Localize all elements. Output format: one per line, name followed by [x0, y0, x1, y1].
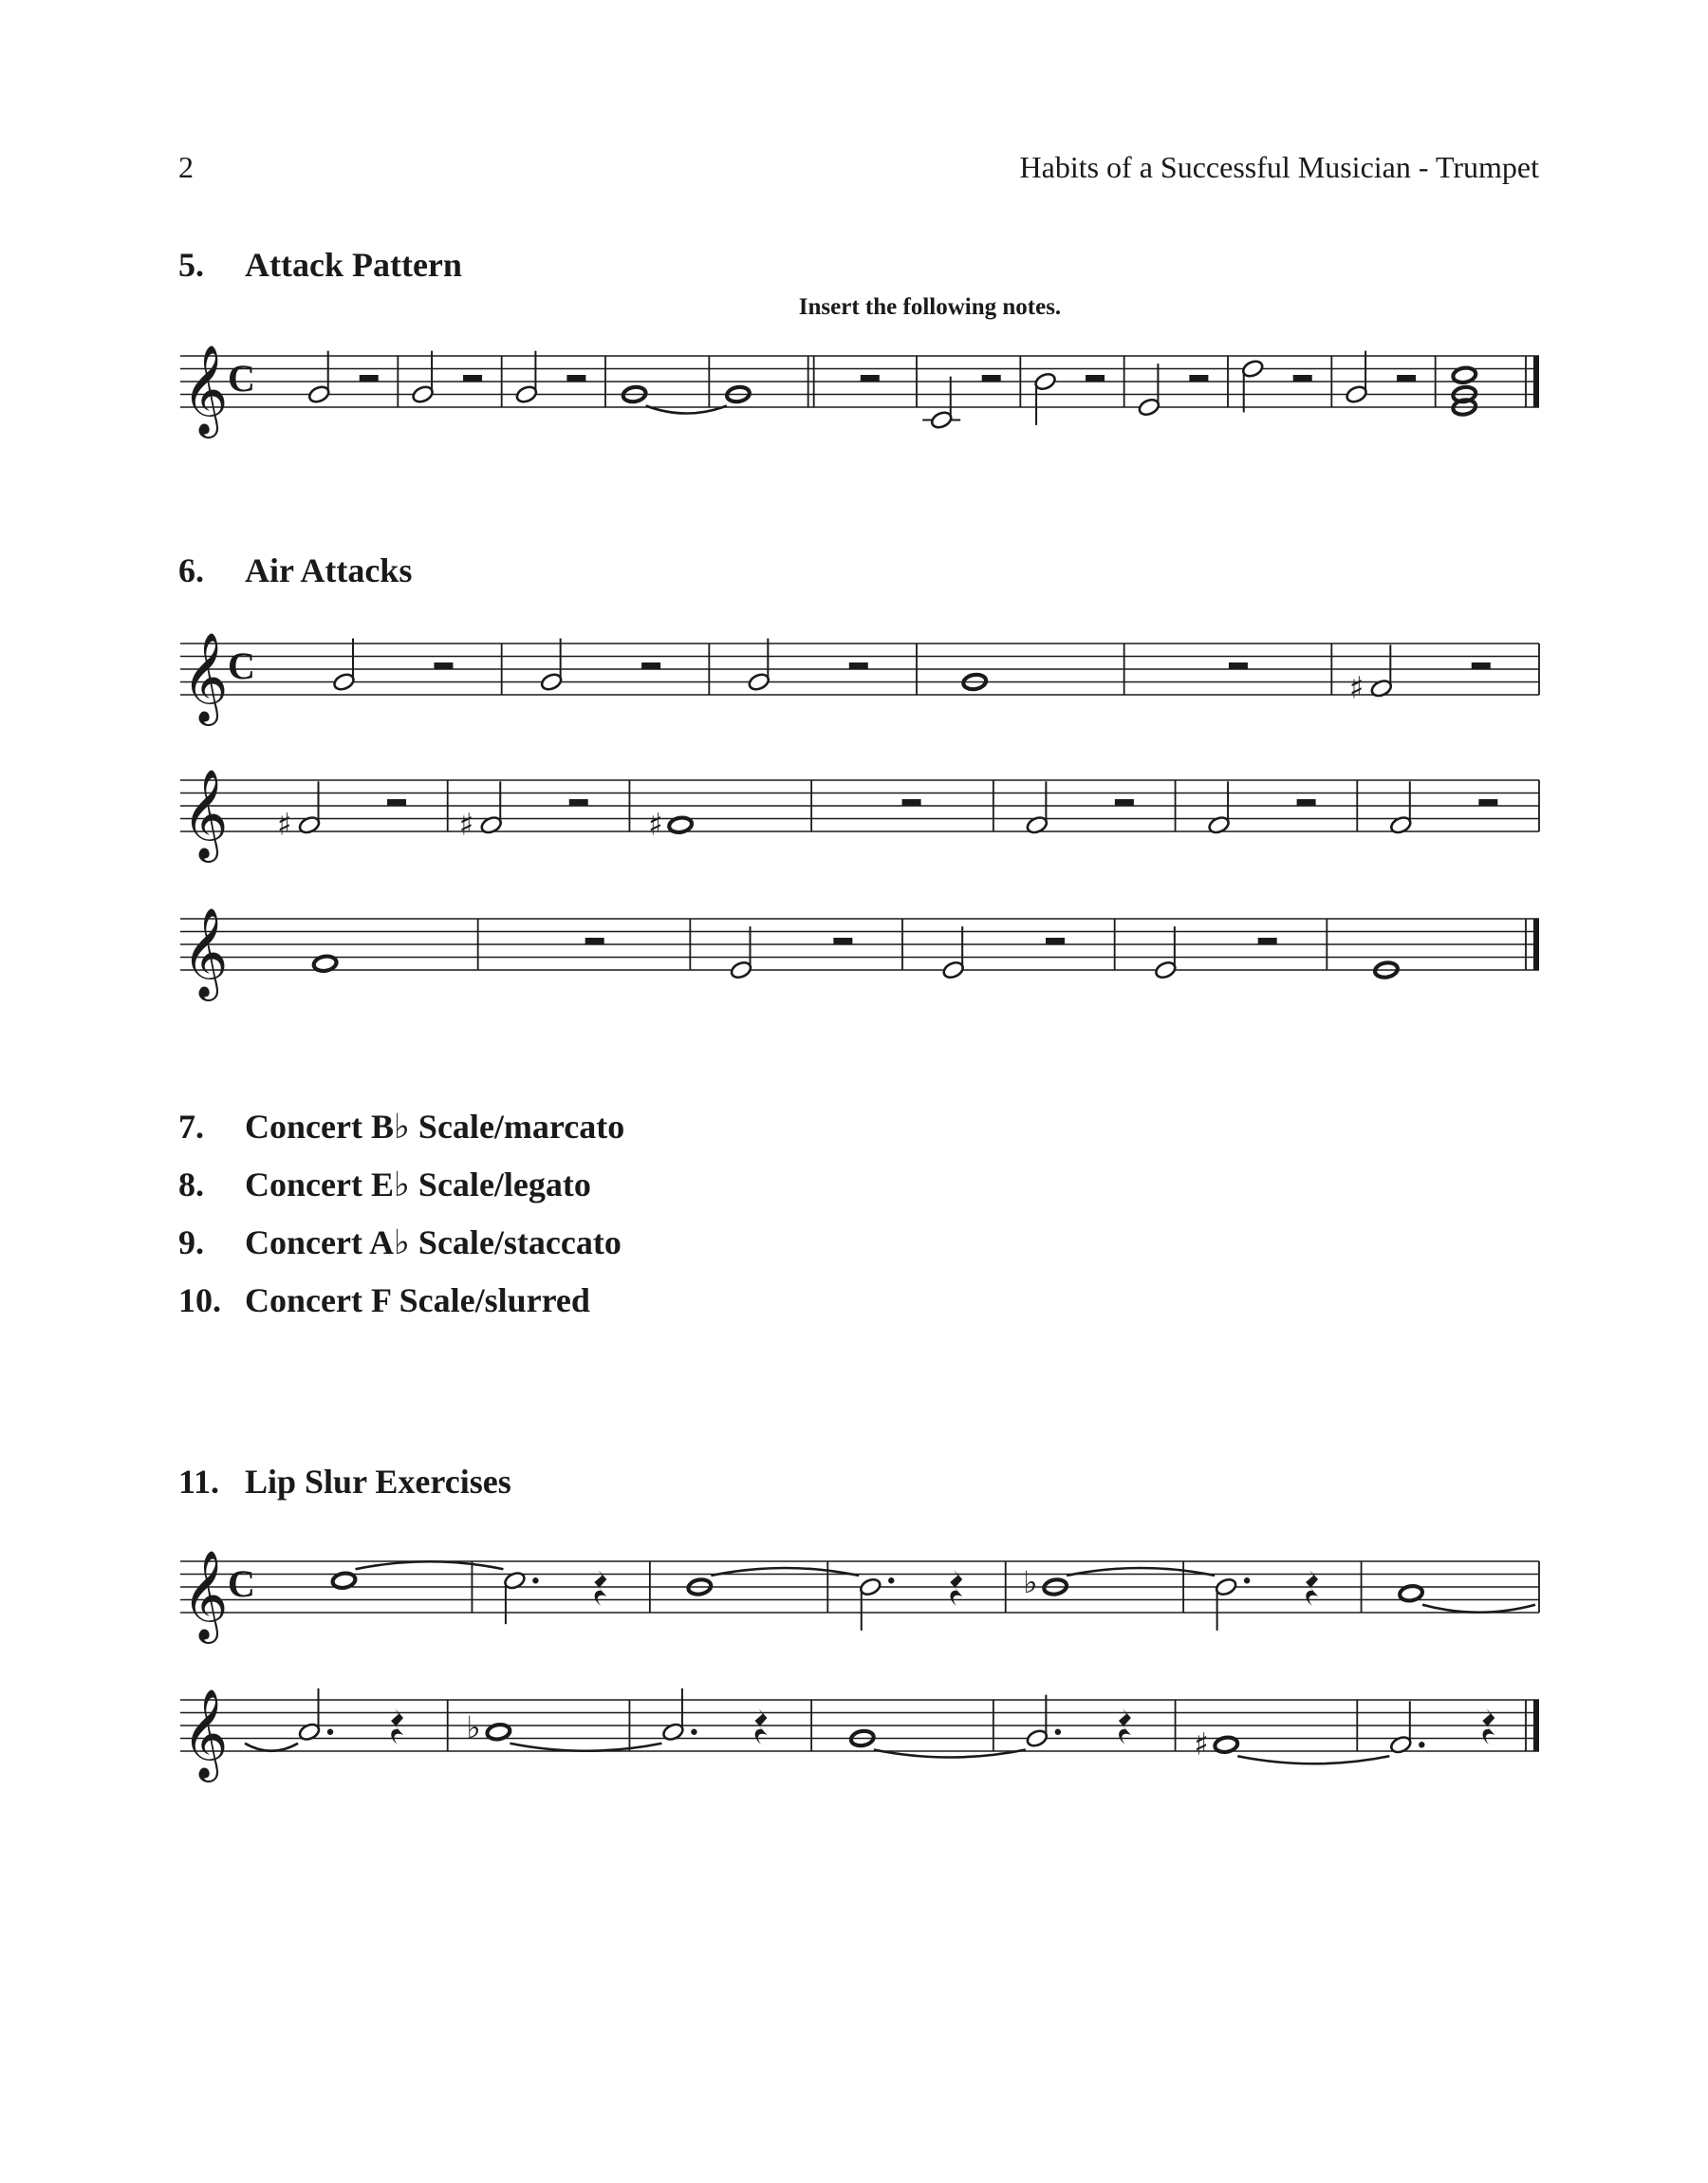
- half-rest: [1472, 662, 1491, 669]
- quarter-rest: [391, 1708, 403, 1745]
- half-rest: [861, 375, 880, 382]
- treble-clef-icon: 𝄞: [182, 345, 229, 435]
- augmentation-dot: [1244, 1577, 1250, 1583]
- treble-clef-icon: 𝄞: [182, 632, 229, 722]
- augmentation-dot: [532, 1577, 538, 1583]
- final-barline: [1533, 919, 1539, 970]
- final-barline: [1533, 1700, 1539, 1751]
- time-signature-common: C: [228, 644, 255, 687]
- flat-accidental: ♭: [1023, 1564, 1038, 1600]
- flat-accidental: ♭: [466, 1708, 481, 1745]
- half-rest: [902, 799, 921, 806]
- exercise-number: 9.: [178, 1223, 204, 1261]
- half-rest: [1115, 799, 1134, 806]
- final-barline: [1533, 356, 1539, 407]
- half-rest: [1086, 375, 1105, 382]
- quarter-rest: [1482, 1708, 1494, 1745]
- sharp-accidental: ♯: [648, 806, 663, 843]
- augmentation-dot: [1055, 1729, 1061, 1735]
- exercise-name: Concert F Scale/slurred: [245, 1281, 590, 1319]
- exercise-number: 10.: [178, 1281, 221, 1319]
- treble-clef-icon: 𝄞: [182, 769, 229, 859]
- half-rest: [1293, 375, 1312, 382]
- sharp-accidental: ♯: [1348, 669, 1365, 706]
- half-rest: [1478, 799, 1497, 806]
- quarter-rest: [950, 1570, 962, 1606]
- tie: [245, 1744, 298, 1751]
- exercise-name: Concert A♭ Scale/staccato: [245, 1223, 622, 1261]
- quarter-rest: [1119, 1708, 1131, 1745]
- half-rest: [434, 662, 453, 669]
- half-rest: [1046, 938, 1065, 944]
- time-signature-common: C: [228, 1562, 255, 1605]
- half-rest: [1229, 662, 1248, 669]
- exercise-number: 5.: [178, 246, 204, 284]
- running-head: Habits of a Successful Musician - Trumpet: [1019, 150, 1539, 184]
- exercise-name: Concert B♭ Scale/marcato: [245, 1108, 625, 1146]
- quarter-rest: [1306, 1570, 1318, 1606]
- half-rest: [360, 375, 379, 382]
- half-rest: [387, 799, 406, 806]
- half-rest: [566, 375, 585, 382]
- exercise-name: Lip Slur Exercises: [245, 1463, 511, 1501]
- page-number: 2: [178, 150, 194, 184]
- augmentation-dot: [691, 1729, 696, 1735]
- augmentation-dot: [327, 1729, 333, 1735]
- sharp-accidental: ♯: [458, 806, 474, 843]
- half-rest: [849, 662, 868, 669]
- exercise-name: Concert E♭ Scale/legato: [245, 1166, 591, 1203]
- time-signature-common: C: [228, 357, 255, 400]
- exercise-number: 8.: [178, 1166, 204, 1203]
- exercise-number: 11.: [178, 1463, 220, 1501]
- treble-clef-icon: 𝄞: [182, 1689, 229, 1779]
- half-rest: [833, 938, 852, 944]
- half-rest: [641, 662, 660, 669]
- exercise-number: 7.: [178, 1108, 204, 1146]
- sharp-accidental: ♯: [277, 806, 292, 843]
- half-rest: [463, 375, 482, 382]
- quarter-rest: [754, 1708, 767, 1745]
- augmentation-dot: [888, 1577, 894, 1583]
- exercise-name: Attack Pattern: [245, 246, 462, 284]
- half-rest: [569, 799, 588, 806]
- half-rest: [1189, 375, 1208, 382]
- tie: [1422, 1605, 1535, 1613]
- half-rest: [585, 938, 604, 944]
- treble-clef-icon: 𝄞: [182, 1550, 229, 1640]
- sharp-accidental: ♯: [1194, 1726, 1209, 1763]
- tie: [510, 1744, 661, 1751]
- half-rest: [1258, 938, 1277, 944]
- tie: [355, 1561, 503, 1569]
- quarter-rest: [594, 1570, 606, 1606]
- half-rest: [1397, 375, 1416, 382]
- tie: [1237, 1756, 1389, 1763]
- half-rest: [982, 375, 1001, 382]
- treble-clef-icon: 𝄞: [182, 907, 229, 998]
- instruction-text: Insert the following notes.: [798, 294, 1062, 320]
- exercise-number: 6.: [178, 551, 204, 589]
- augmentation-dot: [1419, 1742, 1424, 1747]
- exercise-name: Air Attacks: [245, 551, 413, 589]
- half-rest: [1297, 799, 1316, 806]
